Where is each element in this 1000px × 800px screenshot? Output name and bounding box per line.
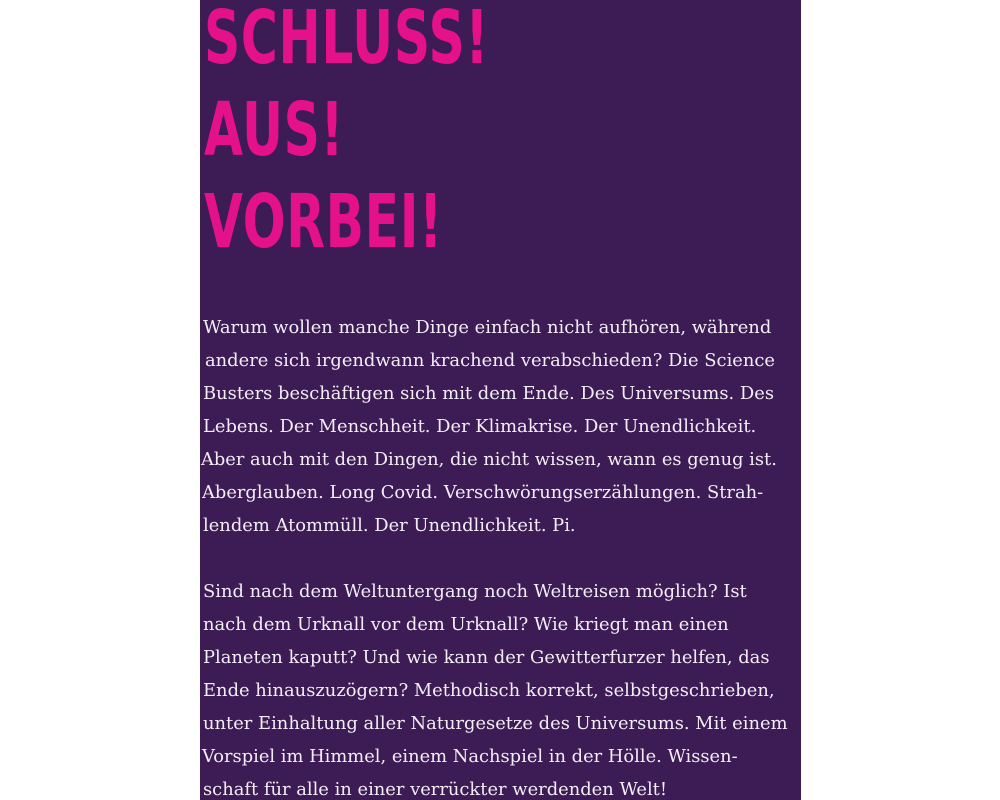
text-line: nach dem Urknall vor dem Urknall? Wie kriegt man einen <box>203 614 729 635</box>
text-line: Aber auch mit den Dingen, die nicht wissen, wann es genug ist. <box>201 449 777 470</box>
text-line: andere sich irgendwann krachend verabschieden? Die Science <box>204 350 775 371</box>
text-line: Busters beschäftigen sich mit dem Ende. Des Universums. Des <box>203 383 775 404</box>
headline-line-2: AUS! <box>204 87 345 173</box>
headline <box>204 0 489 268</box>
blurb-paragraph-1 <box>203 311 801 542</box>
text-line: Planeten kaputt? Und wie kann der Gewitterfurzer helfen, das <box>203 647 770 668</box>
paragraph-spacer <box>203 542 801 575</box>
text-line: unter Einhaltung aller Naturgesetze des Universums. Mit einem <box>203 713 788 734</box>
text-line: lendem Atommüll. Der Unendlichkeit. Pi. <box>203 515 576 536</box>
text-line: Sind nach dem Weltuntergang noch Weltreisen möglich? Ist <box>203 581 747 602</box>
headline-line-1: SCHLUSS! <box>204 0 490 81</box>
text-line: Lebens. Der Menschheit. Der Klimakrise. Der Unendlichkeit. <box>203 416 757 437</box>
text-line: schaft für alle in einer verrückter werdenden Welt! <box>203 779 668 800</box>
text-line: Vorspiel im Himmel, einem Nachspiel in der Hölle. Wissen- <box>202 746 738 767</box>
text-line: Ende hinauszuzögern? Methodisch korrekt, selbstgeschrieben, <box>203 680 775 701</box>
book-back-cover <box>200 0 801 800</box>
blurb-paragraph-2 <box>203 575 801 800</box>
headline-line-3: VORBEI! <box>204 179 443 265</box>
text-line: Aberglauben. Long Covid. Verschwörungserzählungen. Strah- <box>202 482 764 503</box>
text-line: Warum wollen manche Dinge einfach nicht aufhören, während <box>203 317 772 338</box>
blurb-text <box>203 311 801 800</box>
